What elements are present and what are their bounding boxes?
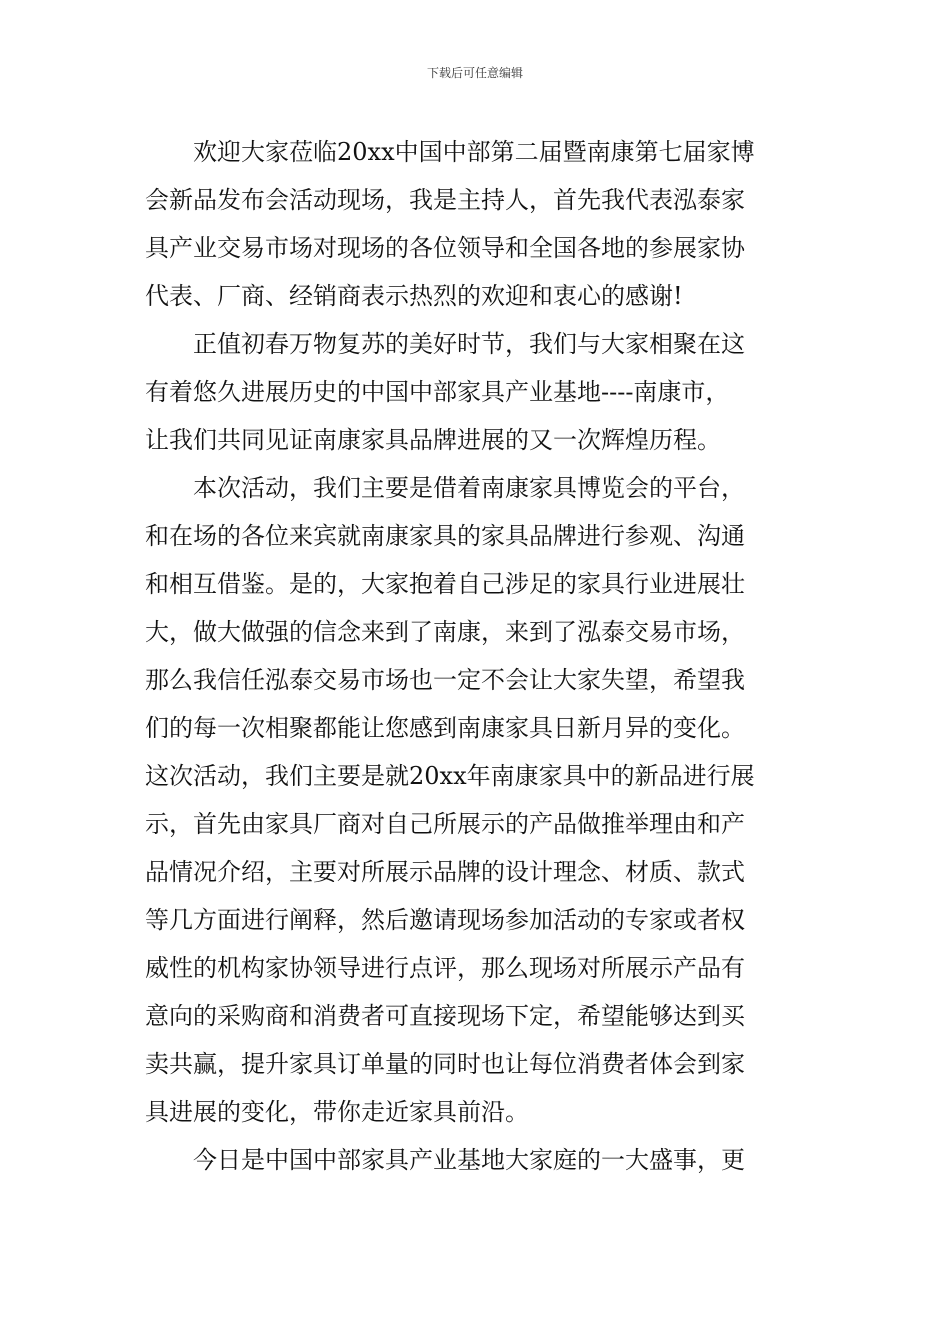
page-header: 下载后可任意编辑 (426, 66, 523, 80)
text-line: 示，首先由家具厂商对自己所展示的产品做推举理由和产 (145, 810, 745, 838)
text-line: 具产业交易市场对现场的各位领导和全国各地的参展家协 (145, 234, 745, 262)
text-line: 欢迎大家莅临20xx中国中部第二届暨南康第七届家博 (193, 138, 755, 166)
paragraph-3 (145, 464, 813, 1136)
text-line: 威性的机构家协领导进行点评，那么现场对所展示产品有 (145, 954, 745, 982)
text-line: 正值初春万物复苏的美好时节，我们与大家相聚在这 (193, 330, 745, 358)
text-line: 和在场的各位来宾就南康家具的家具品牌进行参观、沟通 (145, 522, 745, 550)
text-line: 卖共赢，提升家具订单量的同时也让每位消费者体会到家 (145, 1050, 745, 1078)
text-line: 今日是中国中部家具产业基地大家庭的一大盛事，更 (193, 1146, 745, 1174)
document-body (145, 128, 813, 1184)
text-line: 会新品发布会活动现场，我是主持人，首先我代表泓泰家 (145, 186, 745, 214)
text-line: 那么我信任泓泰交易市场也一定不会让大家失望，希望我 (145, 666, 745, 694)
text-line: 品情况介绍，主要对所展示品牌的设计理念、材质、款式 (145, 858, 745, 886)
paragraph-2 (145, 320, 813, 464)
text-line: 具进展的变化，带你走近家具前沿。 (145, 1098, 529, 1126)
text-line: 和相互借鉴。是的，大家抱着自己涉足的家具行业进展壮 (145, 570, 745, 598)
text-line: 让我们共同见证南康家具品牌进展的又一次辉煌历程。 (145, 426, 721, 454)
text-line: 本次活动，我们主要是借着南康家具博览会的平台， (193, 474, 745, 502)
text-line: 等几方面进行阐释，然后邀请现场参加活动的专家或者权 (145, 906, 745, 934)
paragraph-4 (145, 1136, 813, 1184)
text-line: 意向的采购商和消费者可直接现场下定，希望能够达到买 (145, 1002, 745, 1030)
text-line: 这次活动，我们主要是就20xx年南康家具中的新品进行展 (145, 762, 755, 790)
text-line: 代表、厂商、经销商表示热烈的欢迎和衷心的感谢! (145, 282, 683, 310)
text-line: 有着悠久进展历史的中国中部家具产业基地----南康市， (145, 378, 730, 406)
paragraph-1 (145, 128, 813, 320)
text-line: 们的每一次相聚都能让您感到南康家具日新月异的变化。 (145, 714, 745, 742)
text-line: 大，做大做强的信念来到了南康，来到了泓泰交易市场， (145, 618, 745, 646)
